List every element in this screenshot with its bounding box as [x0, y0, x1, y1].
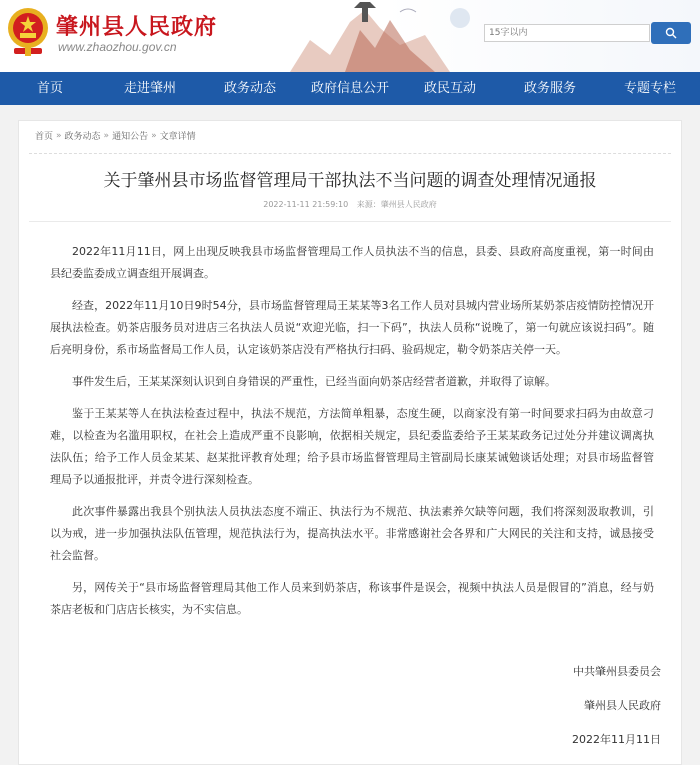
signature-party-committee: 中共肇州县委员会	[573, 665, 661, 678]
article-meta	[19, 199, 681, 210]
header-scenery-decoration	[250, 0, 480, 72]
national-emblem-icon	[6, 6, 50, 58]
breadcrumb-separator: »	[103, 130, 110, 141]
article-paragraph: 2022年11月11日，网上出现反映我县市场监督管理局工作人员执法不当的信息，县委、县政府高度重视，第一时间由县纪委监委成立调查组开展调查。	[50, 245, 654, 280]
article-paragraph: 鉴于王某某等人在执法检查过程中，执法不规范，方法简单粗暴，态度生硬，以商家没有第一时间要求扫码为由故意刁难，以检查为名滥用职权，在社会上造成严重不良影响，依据相关规定，县纪委监委给予王某某政务记过处分并建议调离执法队伍；给予工作人员金某某、赵某批评教育处理；给予县市场监督管理局主管副局长康某诫勉谈话处理；对县市场监督管理局予以通报批评，并责令进行深刻检查。	[50, 407, 654, 486]
site-header	[0, 0, 700, 72]
nav-government-services[interactable]: 政务服务	[523, 81, 576, 96]
search-input[interactable]: 15字以内	[484, 24, 650, 42]
article-card	[18, 120, 682, 765]
nav-information-disclosure[interactable]: 政府信息公开	[310, 81, 389, 96]
breadcrumb-home[interactable]: 首页	[35, 132, 54, 142]
search-icon	[665, 27, 677, 39]
article-source: 来源：肇州县人民政府	[356, 200, 437, 209]
nav-public-interaction[interactable]: 政民互动	[423, 81, 476, 96]
search-button[interactable]	[651, 22, 691, 44]
breadcrumb	[35, 129, 196, 142]
nav-government-news[interactable]: 政务动态	[223, 81, 276, 96]
breadcrumb-news[interactable]: 政务动态	[64, 132, 101, 142]
breadcrumb-current: 文章详情	[159, 132, 196, 142]
main-nav	[0, 72, 700, 105]
breadcrumb-notices[interactable]: 通知公告	[112, 132, 149, 142]
nav-home[interactable]: 首页	[36, 81, 63, 96]
site-url: www.zhaozhou.gov.cn	[58, 40, 177, 54]
article-body	[50, 241, 654, 631]
title-divider	[29, 221, 671, 222]
article-date: 2022-11-11 21:59:10	[263, 200, 349, 209]
breadcrumb-divider	[29, 153, 671, 154]
article-title: 关于肇州县市场监督管理局干部执法不当问题的调查处理情况通报	[103, 171, 597, 191]
nav-about-zhaozhou[interactable]: 走进肇州	[123, 81, 176, 96]
signature-government: 肇州县人民政府	[584, 699, 661, 712]
nav-special-topics[interactable]: 专题专栏	[623, 81, 676, 96]
breadcrumb-separator: »	[56, 130, 62, 141]
article-paragraph: 另，网传关于“县市场监督管理局其他工作人员来到奶茶店，称该事件是误会，视频中执法人员是假冒的”消息，经与奶茶店老板和门店店长核实，为不实信息。	[50, 581, 654, 616]
article-paragraph: 此次事件暴露出我县个别执法人员执法态度不端正、执法行为不规范、执法素养欠缺等问题，我们将深刻汲取教训，引以为戒，进一步加强执法队伍管理，规范执法行为，提高执法水平。非常感谢社会各界和广大网民的关注和支持，诚恳接受社会监督。	[50, 505, 654, 562]
article-paragraph: 经查，2022年11月10日9时54分，县市场监督管理局王某某等3名工作人员对县城内营业场所某奶茶店疫情防控情况开展执法检查。奶茶店服务员对进店三名执法人员说“欢迎光临，扫一下码”，执法人员称“说晚了，第一句就应该说扫码”。随后亮明身份，系市场监督局工作人员，认定该奶茶店没有严格执行扫码、验码规定，勒令奶茶店关停一天。	[50, 299, 654, 356]
article-paragraph: 事件发生后，王某某深刻认识到自身错误的严重性，已经当面向奶茶店经营者道歉，并取得了谅解。	[72, 375, 556, 388]
breadcrumb-separator: »	[151, 130, 157, 141]
site-title[interactable]: 肇州县人民政府	[56, 14, 218, 40]
signature-date: 2022年11月11日	[572, 733, 661, 746]
